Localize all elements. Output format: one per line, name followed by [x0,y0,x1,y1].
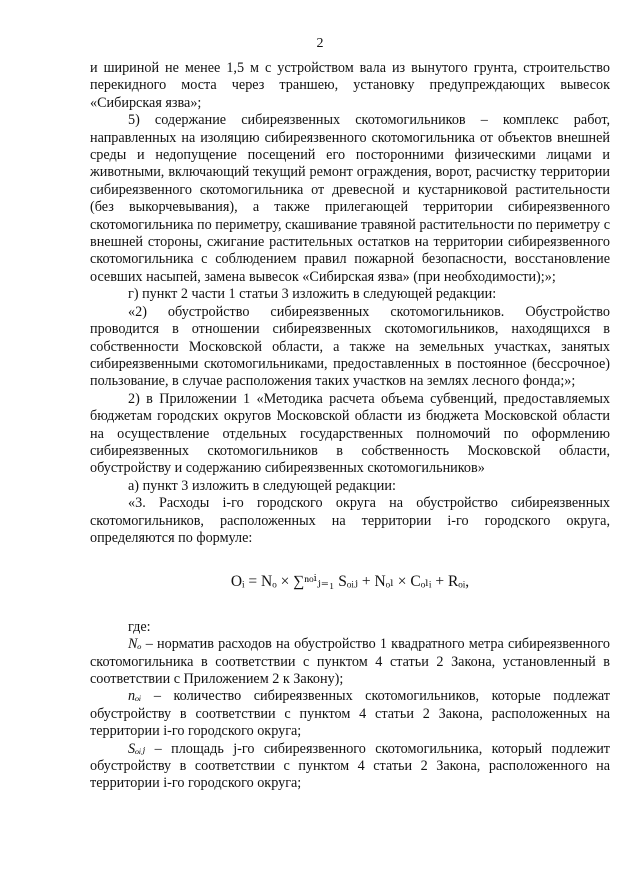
document-body [90,60,610,793]
formula: Oᵢ = Nₒ × ∑ⁿᵒⁱⱼ₌₁ Sₒᵢⱼ + Nₒₗ × Cₒₗᵢ + Rₒᵢ, [230,573,470,591]
paragraph-continuation: и шириной не менее 1,5 м с устройством вала из вынутого грунта, строительство перекидного моста через траншею, установку предупреждающих вывесок «Сибирская язва»; [90,60,610,111]
paragraph-where: где: [128,618,151,635]
paragraph-item-g: г) пункт 2 части 1 статьи 3 изложить в следующей редакции: [128,286,497,303]
definition-s0ij [90,741,610,793]
paragraph-item-5: 5) содержание сибиреязвенных скотомогильников – комплекс работ, направленных на изоляцию сибиреязвенного скотомогильника от объектов внешней среды и недопущение посещений его посторонними физическими лицами и животными, включающий текущий ремонт ограждения, ворот, расчистку территории сибиреязвенного скотомогильника от древесной и кустарниковой растительности (без выкорчевывания), а также прилегающей территории сибиреязвенного скотомогильника по периметру, скашивание травяной растительности по периметру с внешней стороны, сжигание растительных остатков на территории сибиреязвенного скотомогильника с соблюдением правил пожарной безопасности, восстановление осевших насыпей, замена вывесок «Сибирская язва» (при необходимости);»; [90,112,610,285]
definition-n0i-text: – количество сибиреязвенных скотомогильников, которые подлежат обустройству в соответствии с пунктом 4 статьи 2 Закона, расположенных на территории i-го городского округа; [90,688,610,740]
symbol-n0: Nₒ [128,636,142,653]
paragraph-item-a: а) пункт 3 изложить в следующей редакции: [128,477,396,494]
definition-n0i [90,688,610,740]
paragraph-item-2-appendix: 2) в Приложении 1 «Методика расчета объема субвенций, предоставляемых бюджетам городских округов Московской области из бюджета Московской области на осуществление отдельных государственных полномочий по оформлению сибиреязвенных скотомогильников в собственность Московской области, обустройству и содержанию сибиреязвенных скотомогильников» [90,390,610,477]
definition-n0-text: – норматив расходов на обустройство 1 квадратного метра сибиреязвенного скотомогильника в соответствии с пунктом 4 статьи 2 Закона, установленный в соответствии с Приложением 2 к Закону); [90,636,610,687]
page-number: 2 [316,36,324,51]
symbol-n0i: nₒᵢ [128,688,142,705]
paragraph-quote-3: «3. Расходы i-го городского округа на обустройство сибиреязвенных скотомогильников, расположенных на территории i-го городского округа, определяются по формуле: [90,495,610,546]
definition-n0 [90,636,610,688]
paragraph-quote-2: «2) обустройство сибиреязвенных скотомогильников. Обустройство проводится в отношении сибиреязвенных скотомогильников, находящихся в собственности Московской области, а также на земельных участках, занятых сибиреязвенными скотомогильниками, предоставленных в постоянное (бессрочное) пользование, в случае расположения таких участков на землях лесного фонда;»; [90,303,610,390]
symbol-s0ij: Sₒᵢⱼ [128,740,146,757]
definition-s0ij-text: – площадь j-го сибиреязвенного скотомогильника, который подлежит обустройству в соответствии с пунктом 4 статьи 2 Закона, расположенного на территории i-го городского округа; [90,740,610,792]
